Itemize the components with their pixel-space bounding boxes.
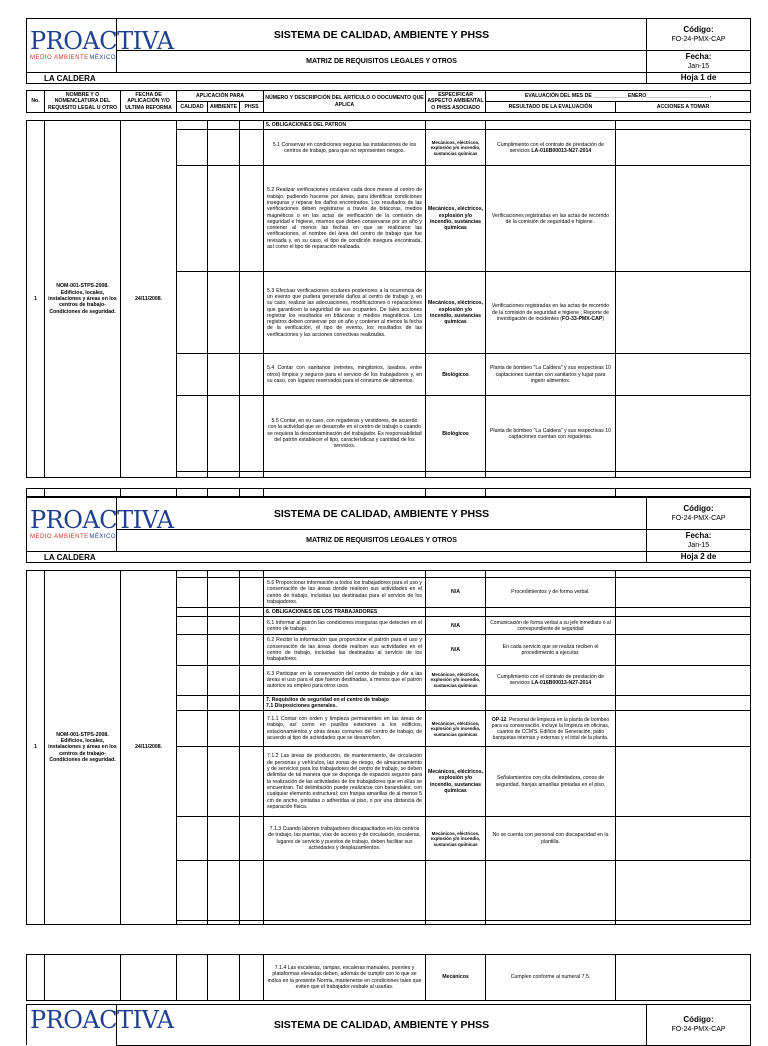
col-evaluation: EVALUACIÓN DEL MES DE ____________ENERO______________________.	[486, 91, 751, 102]
date-value: Jan-15	[687, 542, 710, 549]
col-aspect: ESPECIFICAR ASPECTO AMBIENTAL O PHSS ASOCIADO	[427, 92, 484, 111]
column-headers	[26, 90, 751, 113]
article-text: 6.1 Informar al patrón las condiciones inseguras que detecten en el centro de trabajo.	[264, 617, 426, 635]
col-article: NÚMERO Y DESCRIPCIÓN DEL ARTÍCULO O DOCUMENTO QUE APLICA	[264, 91, 426, 113]
aspect-text: N/A	[426, 635, 486, 665]
section-title: 5. OBLIGACIONES DEL PATRON	[264, 121, 426, 130]
requirement-name: NOM-001-STPS-2008. Edificios, locales, instalaciones y áreas en los centros de trabajo- Condiciones de seguridad.	[45, 571, 121, 925]
result-text: En cada servicio que se realiza reciben el procedimiento a ejecutar.	[486, 635, 616, 665]
system-title: SISTEMA DE CALIDAD, AMBIENTE Y PHSS	[117, 1005, 647, 1046]
system-title: SISTEMA DE CALIDAD, AMBIENTE Y PHSS	[117, 498, 647, 530]
aspect-text: Mecánicos, eléctricos, explosión y/o incendio, sustancias químicas	[426, 817, 486, 861]
aspect-text: Mecánicos, eléctricos, explosión y/o incendio, sustancias químicas	[426, 272, 486, 354]
code-value: FO-24-PMX-CAP	[671, 515, 726, 522]
result-text: Cumplimiento con el contrato de prestación de servicios LA-016B00013-N27-2014	[486, 665, 616, 695]
result-detail: . Personal de limpieza en la planta de bombeo para su conservación, incluye la limpieza en oficinas, cuartos de CCM'S, Edificio de Generación, patio banquetas internas y externas y el total de la planta.	[491, 716, 610, 741]
logo-sub-right: MÉXICO	[89, 533, 116, 540]
sheet-page-2	[26, 488, 750, 925]
table-row	[27, 955, 751, 1001]
article-text: 5.6 Proporcionar información a todos los trabajadores para el uso y conservación de las áreas donde realicen sus actividades en el centro de trabajo, incluidas las destinadas para el servicio de los trabajadores.	[264, 578, 426, 608]
col-no: No.	[27, 91, 45, 113]
aspect-text: Mecánicos, eléctricos, explosión y/o incendio, sustancias químicas	[426, 711, 486, 747]
logo-sub-left: MEDIO AMBIENTE	[30, 54, 89, 61]
date-value: Jan-15	[687, 63, 710, 70]
sheet-header-1	[26, 18, 751, 84]
result-text: Cumplen conforme al numeral 7.5.	[486, 955, 616, 1001]
result-text: Verificaciones registradas en las actas de recorrido de la comisión de seguridad e higiene .	[486, 166, 616, 272]
aspect-text: Biológicos	[426, 396, 486, 472]
logo-wordmark: PROACTIVA	[30, 1006, 174, 1034]
col-result: RESULTADO DE LA EVALUACIÓN	[486, 102, 616, 113]
page-break-strip	[26, 488, 751, 497]
logo	[27, 1005, 174, 1046]
site-name: LA CALDERA	[27, 73, 647, 84]
result-text: No se cuenta con personal con discapacidad en la plantilla.	[486, 817, 616, 861]
article-text: 5.3 Efectuar verificaciones oculares posteriores a la ocurrencia de un evento que pudiera generarle daños al centro de trabajo y, en su caso, realizar las adecuaciones, modificaciones o reparaciones que garanticen la seguridad de sus ocupantes. De tales acciones registrar los resultados en bitácoras o medios magnéticos. Los registros deben conservar por un año y contener al menos la fecha de la verificación, el tipo de evento, los resultados de las verificaciones y las acciones correctivas realizadas.	[264, 272, 426, 354]
logo	[27, 498, 174, 552]
requirements-table-2	[26, 570, 751, 925]
date-label: Fecha:	[685, 531, 712, 540]
date-label: Fecha:	[685, 52, 712, 61]
result-text: Verificaciones registradas en las actas de recorrido de la comisión de seguridad e higiene ; Reporte de investigación de incidentes (FO-33-PMX-CAP)	[486, 272, 616, 354]
code-value: FO-24-PMX-CAP	[671, 1026, 726, 1034]
article-text: 7.1.4 Las escaleras, rampas, escaleras manuales, puentes y plataformas elevadas deben, además de cumplir con lo que se indica en la presente Norma, mantenerse en condiciones tales que eviten que el trabajador resbale al usarlas.	[264, 955, 426, 1001]
code-label: Código:	[683, 504, 714, 513]
date-box	[647, 51, 751, 73]
sheet-number: Hoja 1 de	[647, 73, 751, 84]
article-text: 5.5 Contar, en su caso, con regaderas y vestidores, de acuerdo con la actividad que se desarrolle en el centro de trabajo o cuando se requiera la descontaminación del trabajador. Es responsabilidad del patrón establecer el tipo, características y cantidad de los servicios.	[264, 396, 426, 472]
aspect-text: Mecánicos, eléctricos, explosión y/o incendio, sustancias químicas	[426, 166, 486, 272]
col-name: NOMBRE Y O NOMENCLATURA DEL REQUISITO LEGAL U OTRO	[45, 91, 121, 113]
aspect-text: Mecánicos, eléctricos, explosión y/o incendio, sustancias químicas	[426, 665, 486, 695]
site-name: LA CALDERA	[27, 552, 647, 563]
col-applies: APLICACIÓN PARA	[177, 91, 264, 102]
section-title-sub: 7.1 Disposiciones generales.	[266, 702, 337, 709]
logo-sub-right: MÉXICO	[89, 54, 116, 61]
matrix-title: MATRIZ DE REQUISITOS LEGALES Y OTROS	[117, 530, 647, 552]
article-text: 7.1.2 Las áreas de producción, de mantenimiento, de circulación de personas y vehículos, las zonas de riesgo, de almacenamiento y de servicios para los trabajadores del centro de trabajo, se deben delimitar de tal manera que se disponga de espacios seguros para la realización de las actividades de los trabajadores que en ellas se encuentran. Tal delimitación puede realizarse con barandales; con cualquier elemento estructural; con franjas amarillas de al menos 5 cm de ancho, pintadas o adheridas al piso, o por una distancia de separación física.	[264, 747, 426, 817]
aspect-text: Mecánicos, eléctricos, explosión y/o incendio, sustancias químicas	[426, 747, 486, 817]
col-date: FECHA DE APLICACIÓN Y/O ULTIMA REFORMA	[121, 91, 177, 113]
requirements-table-3	[26, 954, 751, 1001]
article-text: 5.1 Conservar en condiciones seguras las instalaciones de los centros de trabajo, para que no representen riesgos.	[264, 130, 426, 166]
article-text: 5.4 Contar con sanitarios (retretes, mingitorios, lavabos, entre otros) limpios y seguros para el servicio de los trabajadores y, en su caso, con lugares reservados para el consumo de alimentos.	[264, 354, 426, 396]
requirement-number: 1	[27, 571, 45, 925]
col-quality: CALIDAD	[177, 102, 208, 113]
logo-sub-left: MEDIO AMBIENTE	[30, 533, 89, 540]
code-label: Código:	[683, 25, 714, 34]
section-title-main: 7. Requisitos de seguridad en el centro de trabajo	[266, 696, 389, 703]
col-phss: PHSS	[240, 102, 264, 113]
aspect-text: Biológicos	[426, 354, 486, 396]
article-text: 7.1.3 Cuando laboren trabajadores discapacitados en los centros de trabajo, las puertas, vías de acceso y de circulación, escaleras, lugares de servicio y puestos de trabajo, deben facilitar sus actividades y desplazamientos.	[264, 817, 426, 861]
requirement-name: NOM-001-STPS-2008. Edificios, locales, instalaciones y áreas en los centros de trabajo- Condiciones de seguridad.	[45, 121, 121, 478]
result-text: Planta de bombeo "La Caldera" y sus respectivas 10 captaciones cuentan con regaderas.	[486, 396, 616, 472]
code-box	[647, 1005, 751, 1046]
requirement-date: 24/11/2008.	[121, 121, 177, 478]
requirement-date: 24/11/2008.	[121, 571, 177, 925]
result-text	[486, 711, 616, 747]
aspect-text: N/A	[426, 578, 486, 608]
result-text: Señalamientos con cita delimitadora, conos de seguridad, franjas amarillas pintadas en el piso.	[486, 747, 616, 817]
section-title: 6. OBLIGACIONES DE LOS TRABAJADORES	[264, 608, 426, 617]
result-text: Procedimientos y de forma verbal.	[486, 578, 616, 608]
sheet-header-2	[26, 497, 751, 563]
result-code: OP-12	[491, 716, 507, 723]
col-environment: AMBIENTE	[208, 102, 240, 113]
sheet-number: Hoja 2 de	[647, 552, 751, 563]
aspect-text: Mecánicos	[426, 955, 486, 1001]
sheet-page-3	[26, 954, 750, 1046]
result-text: Comunicación de forma verbal a su jefe inmediato o al correspondiente de seguridad	[486, 617, 616, 635]
sheet-page-1	[26, 18, 750, 478]
aspect-text: Mecánicos, eléctricos, explosión y/o incendio, sustancias químicas	[426, 130, 486, 166]
article-text: 5.2 Realizar verificaciones oculares cada doce meses al centro de trabajo, pudiendo hacerse por áreas, para identificar condiciones inseguras y reparar los daños encontrados. Los resultados de las verificaciones deben registrarse a través de bitácoras, medios magnéticos o en las actas de verificación de la comisión de seguridad e higiene, mismos que deben conservarse por un año y contener al menos las fechas en que se realizaron las verificaciones, el nombre del área del centro de trabajo que fue revisada y, en su caso, el tipo de condición insegura encontrada, así como el tipo de reparación realizada.	[264, 166, 426, 272]
result-text: Planta de bombeo "La Caldera" y sus respectivas 10 captaciones cuentan con sanitarios y lugar para ingerir alimentos.	[486, 354, 616, 396]
aspect-text: N/A	[426, 617, 486, 635]
logo-wordmark: PROACTIVA	[30, 505, 174, 534]
logo-wordmark: PROACTIVA	[30, 26, 174, 55]
logo	[27, 19, 174, 73]
article-text: 7.1.1 Contar con orden y limpieza permanentes en las áreas de trabajo, así como en pasillos exteriores a los edificios, estacionamientos y otras áreas comunes del centro de trabajo, de acuerdo al tipo de actividades que se desarrollen.	[264, 711, 426, 747]
code-box	[647, 498, 751, 530]
article-text: 6.3 Participar en la conservación del centro de trabajo y dar a las áreas el uso para el que fueron destinadas, a menos que el patrón autorice su empleo para otros usos.	[264, 665, 426, 695]
section-title	[264, 695, 426, 711]
requirements-table-1	[26, 120, 751, 478]
code-box	[647, 19, 751, 51]
sheet-header-3	[26, 1004, 751, 1046]
article-text: 6.2 Recibir la información que proporcione el patrón para el uso y conservación de las áreas donde realicen sus actividades en el centro de trabajo, incluidas las destinadas al servicio de los trabajadores.	[264, 635, 426, 665]
code-label: Código:	[683, 1015, 714, 1025]
system-title: SISTEMA DE CALIDAD, AMBIENTE Y PHSS	[117, 19, 647, 51]
col-actions: ACCIONES A TOMAR	[616, 102, 751, 113]
date-box	[647, 530, 751, 552]
requirement-number: 1	[27, 121, 45, 478]
code-value: FO-24-PMX-CAP	[671, 36, 726, 43]
result-text: Cumplimiento con el contrato de prestación de servicios LA-016B00013-N27-2014	[486, 130, 616, 166]
matrix-title: MATRIZ DE REQUISITOS LEGALES Y OTROS	[117, 51, 647, 73]
